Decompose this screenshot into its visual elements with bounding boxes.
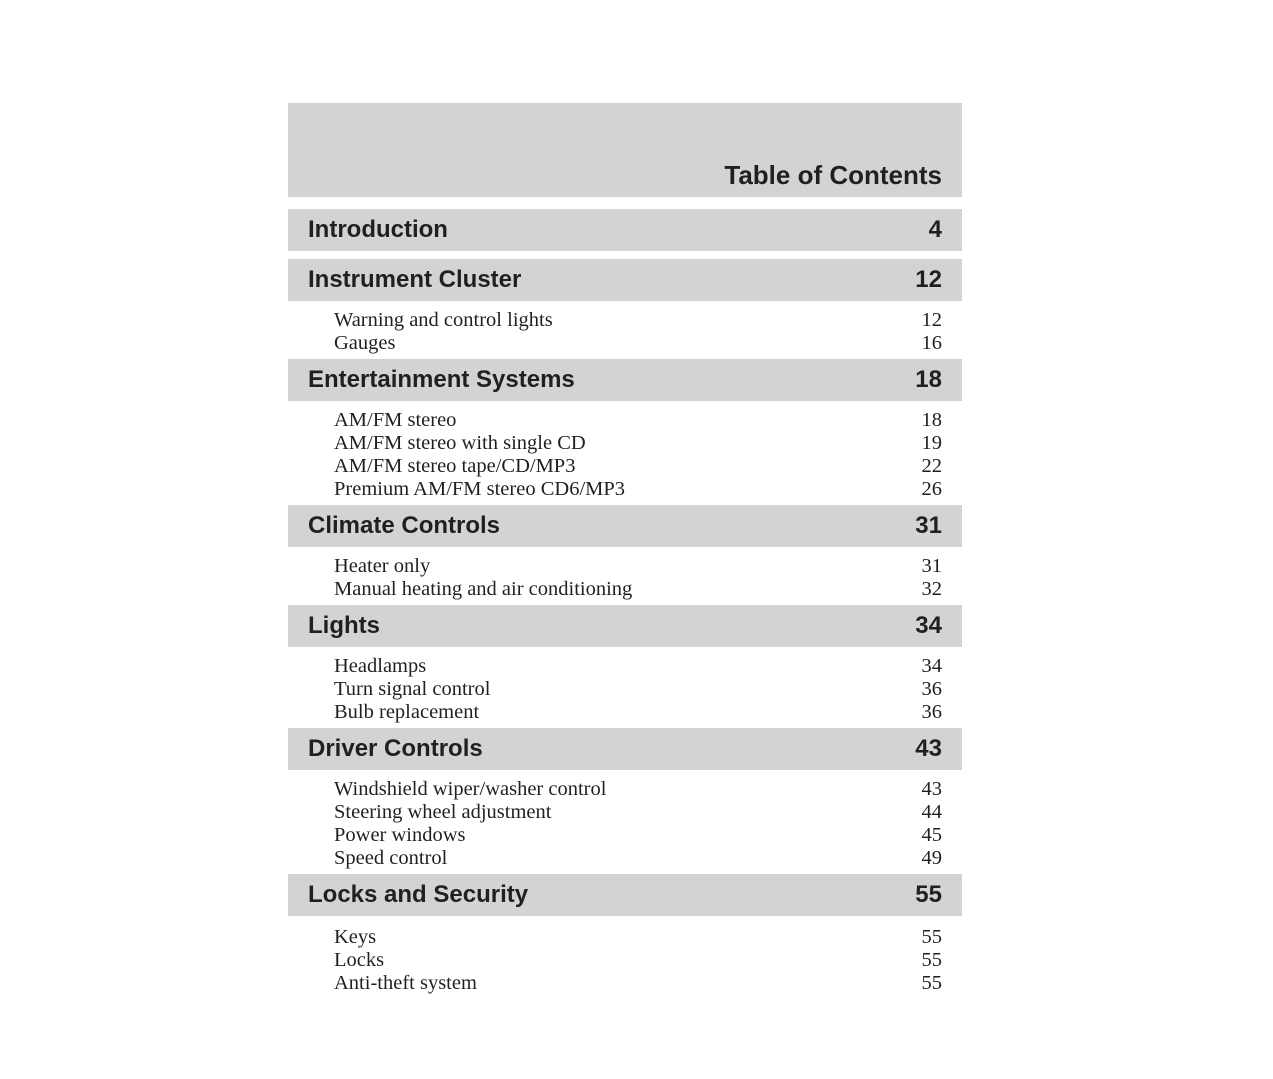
- toc-entry[interactable]: [334, 432, 942, 455]
- section-page-number: 18: [915, 366, 942, 393]
- section-title: Climate Controls: [308, 512, 501, 539]
- toc-entry[interactable]: [334, 455, 942, 478]
- toc-entry[interactable]: [334, 332, 942, 355]
- entry-page-number: 44: [921, 801, 942, 823]
- section-page-number: 12: [915, 266, 942, 293]
- toc-entry[interactable]: [334, 824, 942, 847]
- subsection-list: [288, 547, 962, 605]
- section-title: Locks and Security: [308, 881, 529, 908]
- toc-section-climate-controls: [288, 505, 962, 605]
- toc-entry[interactable]: [334, 309, 942, 332]
- subsection-list: [288, 770, 962, 874]
- section-heading[interactable]: [288, 505, 962, 547]
- entry-page-number: 55: [921, 926, 942, 948]
- section-title: Instrument Cluster: [308, 266, 522, 293]
- section-title: Lights: [308, 612, 380, 639]
- section-heading[interactable]: [288, 874, 962, 916]
- entry-label: Headlamps: [334, 655, 427, 677]
- entry-label: Windshield wiper/washer control: [334, 778, 607, 800]
- entry-label: AM/FM stereo with single CD: [334, 432, 586, 454]
- toc-entry[interactable]: [334, 801, 942, 824]
- entry-label: Power windows: [334, 824, 466, 846]
- entry-label: AM/FM stereo tape/CD/MP3: [334, 455, 576, 477]
- section-title: Driver Controls: [308, 735, 483, 762]
- section-heading[interactable]: [288, 359, 962, 401]
- toc-header-band: [288, 103, 962, 197]
- toc-section-entertainment-systems: [288, 359, 962, 505]
- subsection-list: [288, 301, 962, 359]
- entry-label: Turn signal control: [334, 678, 491, 700]
- entry-page-number: 49: [921, 847, 942, 869]
- entry-label: Gauges: [334, 332, 396, 354]
- toc-entry[interactable]: [334, 478, 942, 501]
- toc-entry[interactable]: [334, 655, 942, 678]
- entry-page-number: 32: [921, 578, 942, 600]
- entry-label: Bulb replacement: [334, 701, 480, 723]
- toc-section-introduction: [288, 209, 962, 251]
- toc-entry[interactable]: [334, 949, 942, 972]
- toc-entry[interactable]: [334, 555, 942, 578]
- entry-page-number: 55: [921, 972, 942, 994]
- entry-label: Heater only: [334, 555, 431, 577]
- section-heading[interactable]: [288, 209, 962, 251]
- page-title: Table of Contents: [724, 160, 942, 190]
- section-heading[interactable]: [288, 259, 962, 301]
- toc-section-driver-controls: [288, 728, 962, 874]
- toc-entry[interactable]: [334, 701, 942, 724]
- toc-entry[interactable]: [334, 678, 942, 701]
- toc-section-lights: [288, 605, 962, 728]
- entry-label: AM/FM stereo: [334, 409, 457, 431]
- entry-page-number: 43: [921, 778, 942, 800]
- toc-entry[interactable]: [334, 778, 942, 801]
- entry-label: Keys: [334, 926, 377, 948]
- section-page-number: 31: [915, 512, 942, 539]
- entry-page-number: 26: [921, 478, 942, 500]
- toc-entry[interactable]: [334, 972, 942, 995]
- entry-label: Anti-theft system: [334, 972, 477, 994]
- section-heading[interactable]: [288, 728, 962, 770]
- entry-page-number: 22: [921, 455, 942, 477]
- section-page-number: 4: [928, 216, 942, 243]
- toc-section-locks-and-security: [288, 874, 962, 999]
- toc-entry[interactable]: [334, 578, 942, 601]
- entry-page-number: 18: [921, 409, 942, 431]
- subsection-list: [288, 916, 962, 999]
- section-title: Introduction: [308, 216, 448, 243]
- table-of-contents: [288, 103, 962, 999]
- toc-section-instrument-cluster: [288, 259, 962, 359]
- entry-page-number: 45: [921, 824, 942, 846]
- toc-entry[interactable]: [334, 409, 942, 432]
- entry-page-number: 12: [921, 309, 942, 331]
- entry-label: Locks: [334, 949, 385, 971]
- section-page-number: 55: [915, 881, 942, 908]
- subsection-list: [288, 647, 962, 728]
- entry-label: Warning and control lights: [334, 309, 553, 331]
- entry-page-number: 36: [921, 701, 942, 723]
- entry-page-number: 19: [921, 432, 942, 454]
- toc-entry[interactable]: [334, 847, 942, 870]
- section-heading[interactable]: [288, 605, 962, 647]
- section-page-number: 43: [915, 735, 942, 762]
- entry-page-number: 31: [921, 555, 942, 577]
- entry-label: Premium AM/FM stereo CD6/MP3: [334, 478, 626, 500]
- entry-page-number: 36: [921, 678, 942, 700]
- entry-label: Steering wheel adjustment: [334, 801, 552, 823]
- subsection-list: [288, 401, 962, 505]
- section-page-number: 34: [915, 612, 942, 639]
- entry-page-number: 55: [921, 949, 942, 971]
- toc-entry[interactable]: [334, 926, 942, 949]
- entry-label: Manual heating and air conditioning: [334, 578, 633, 600]
- entry-label: Speed control: [334, 847, 448, 869]
- entry-page-number: 16: [921, 332, 942, 354]
- entry-page-number: 34: [921, 655, 942, 677]
- section-title: Entertainment Systems: [308, 366, 575, 393]
